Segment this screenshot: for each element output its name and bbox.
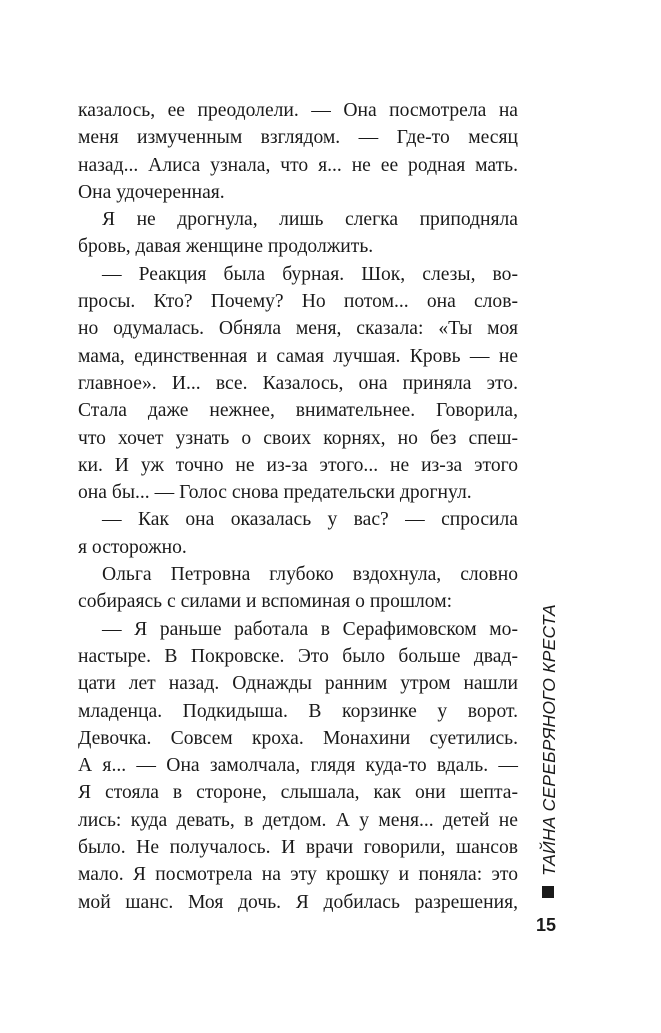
page-number: 15	[535, 915, 557, 935]
text-line: Девочка. Совсем кроха. Монахини суетились.	[78, 727, 518, 749]
text-line: Я не дрогнула, лишь слегка приподняла	[102, 209, 518, 231]
text-line: мало. Я посмотрела на эту крошку и поняла: это	[78, 864, 518, 886]
text-line: мама, единственная и самая лучшая. Кровь — не	[78, 345, 518, 367]
text-line: — Как она оказалась у вас? — спросила	[102, 509, 518, 531]
text-line: но одумалась. Обняла меня, сказала: «Ты моя	[78, 318, 518, 340]
text-line: настыре. В Покровске. Это было больше двад-	[78, 645, 518, 667]
running-title: ТАЙНА СЕРЕБРЯНОГО КРЕСТА	[539, 604, 559, 876]
text-line: младенца. Подкидыша. В корзинке у ворот.	[78, 700, 518, 722]
text-line: лись: куда девать, в детдом. А у меня... детей не	[78, 809, 518, 831]
text-line: Стала даже нежнее, внимательнее. Говорила,	[78, 400, 518, 422]
text-line: ки. И уж точно не из-за этого... не из-за этого	[78, 454, 518, 476]
text-line: — Реакция была бурная. Шок, слезы, во-	[102, 263, 518, 285]
title-square-marker	[542, 886, 554, 898]
text-line: Она удочеренная.	[78, 181, 225, 203]
text-line: она бы... — Голос снова предательски дрогнул.	[78, 482, 472, 504]
text-line: Ольга Петровна глубоко вздохнула, словно	[102, 564, 518, 586]
text-line: мой шанс. Моя дочь. Я добилась разрешения,	[78, 891, 518, 913]
body-text	[78, 97, 518, 916]
text-line: А я... — Она замолчала, глядя куда-то вдаль. —	[78, 755, 518, 777]
text-line: я осторожно.	[78, 536, 187, 558]
text-line: главное». И... все. Казалось, она приняла это.	[78, 372, 518, 394]
text-line: собираясь с силами и вспоминая о прошлом:	[78, 591, 453, 613]
text-line: — Я раньше работала в Серафимовском мо-	[102, 618, 518, 640]
text-line: назад... Алиса узнала, что я... не ее родная мать.	[78, 154, 518, 176]
text-line: бровь, давая женщине продолжить.	[78, 236, 374, 258]
text-line: цати лет назад. Однажды ранним утром нашли	[78, 673, 518, 695]
text-line: было. Не получалось. И врачи говорили, шансов	[78, 837, 518, 859]
text-line: просы. Кто? Почему? Но потом... она слов-	[78, 291, 518, 313]
running-title-wrap	[537, 600, 561, 876]
text-line: что хочет узнать о своих корнях, но без спеш-	[78, 427, 518, 449]
text-line: Я стояла в стороне, слышала, как они шепта-	[78, 782, 518, 804]
text-line: казалось, ее преодолели. — Она посмотрела на	[78, 100, 518, 121]
text-line: меня измученным взглядом. — Где-то месяц	[78, 127, 518, 149]
